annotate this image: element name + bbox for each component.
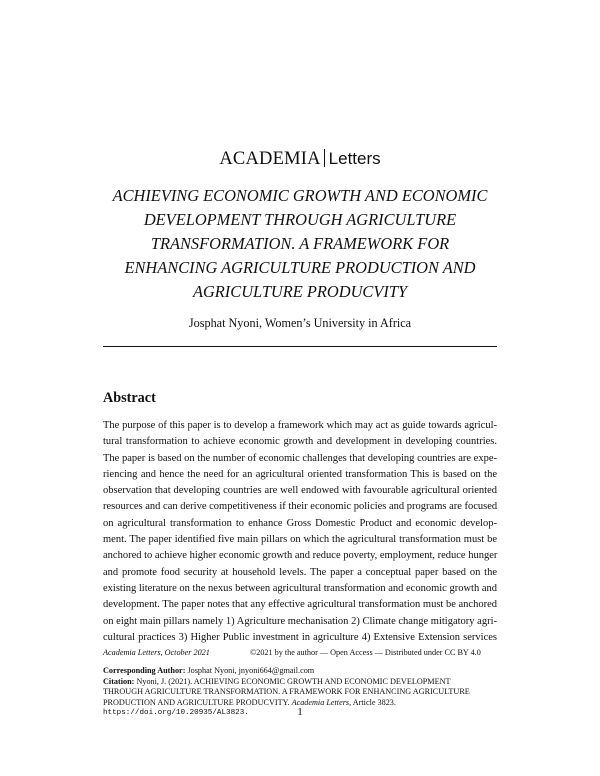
citation-text: Article 3823.	[352, 697, 396, 707]
title-divider	[103, 346, 497, 347]
abstract-body	[103, 418, 497, 646]
abstract-line: on eight main pillars namely 1) Agriculture mechanisation 2) Climate change mitigatory agri-	[103, 615, 497, 627]
citation-text: PRODUCTION AND AGRICULTURE PRODUCVITY.	[103, 697, 290, 707]
author-affiliation: Josphat Nyoni, Women’s University in Africa	[188, 316, 412, 330]
citation-line: THROUGH AGRICULTURE TRANSFORMATION. A FRAMEWORK FOR ENHANCING AGRICULTURE	[103, 687, 470, 697]
doi-link[interactable]: https://doi.org/10.20935/AL3823.	[103, 709, 249, 718]
corresponding-value: Josphat Nyoni, jnyoni664@gmail.com	[187, 666, 315, 675]
abstract-line: existing literature on the nexus between agricultural transformation and economic growth and	[103, 582, 497, 594]
brand-academia: ACADEMIA	[219, 149, 321, 169]
citation-line	[103, 677, 497, 688]
abstract-line: riencing and hence the need for an agricultural oriented transformation This is based on the	[103, 468, 497, 480]
title-line: ENHANCING AGRICULTURE PRODUCTION AND	[124, 258, 476, 277]
abstract-line: and promote food security at household levels. The paper a conceptual paper based on the	[103, 566, 497, 578]
citation-label: Citation:	[103, 676, 135, 686]
abstract-line: ment. The paper identified five main pillars on which the agricultural transformation must be	[103, 534, 497, 546]
license-note: ©2021 by the author — Open Access — Distributed under CC BY 4.0	[250, 648, 481, 657]
paper-title	[90, 184, 510, 304]
abstract-line: anchored to achieve higher economic growth and reduce poverty, employment, reduce hunger	[103, 550, 498, 562]
title-line: AGRICULTURE PRODUCVITY	[192, 282, 408, 301]
abstract-heading: Abstract	[103, 390, 156, 406]
abstract-line: on agricultural transformation to enhance Gross Domestic Product and economic develop-	[103, 517, 497, 529]
brand-letters: Letters	[328, 149, 381, 168]
abstract-line: The purpose of this paper is to develop a framework which may act as guide towards agricul-	[103, 420, 497, 431]
abstract-line: The paper is based on the number of economic challenges that developing countries are expe-	[103, 452, 497, 464]
abstract-line: development. The paper notes that any effective agricultural transformation must be anchored	[103, 599, 497, 611]
corresponding-author	[103, 666, 497, 677]
abstract-line: cultural practices 3) Higher Public investment in agriculture 4) Extensive Extension services	[103, 631, 497, 643]
citation-text: Nyoni, J. (2021). ACHIEVING ECONOMIC GROWTH AND ECONOMIC DEVELOPMENT	[136, 676, 451, 686]
page-number: 1	[297, 706, 303, 718]
abstract-line: tural transformation to achieve economic growth and development in developing countries.	[103, 436, 497, 448]
title-line: DEVELOPMENT THROUGH AGRICULTURE	[143, 210, 457, 229]
abstract-line: resources and can derive competitiveness if their economic policies and programs are focused	[103, 501, 498, 513]
corresponding-label: Corresponding Author:	[103, 666, 186, 675]
journal-date: Academia Letters, October 2021	[103, 648, 210, 657]
title-line: ACHIEVING ECONOMIC GROWTH AND ECONOMIC	[112, 186, 488, 205]
abstract-line: observation that developing countries are well endowed with favourable agricultural oriented	[103, 485, 497, 497]
citation-journal: Academia Letters,	[291, 697, 352, 707]
academia-letters-logo	[0, 148, 600, 170]
title-line: TRANSFORMATION. A FRAMEWORK FOR	[150, 234, 450, 253]
brand-separator	[324, 149, 325, 167]
